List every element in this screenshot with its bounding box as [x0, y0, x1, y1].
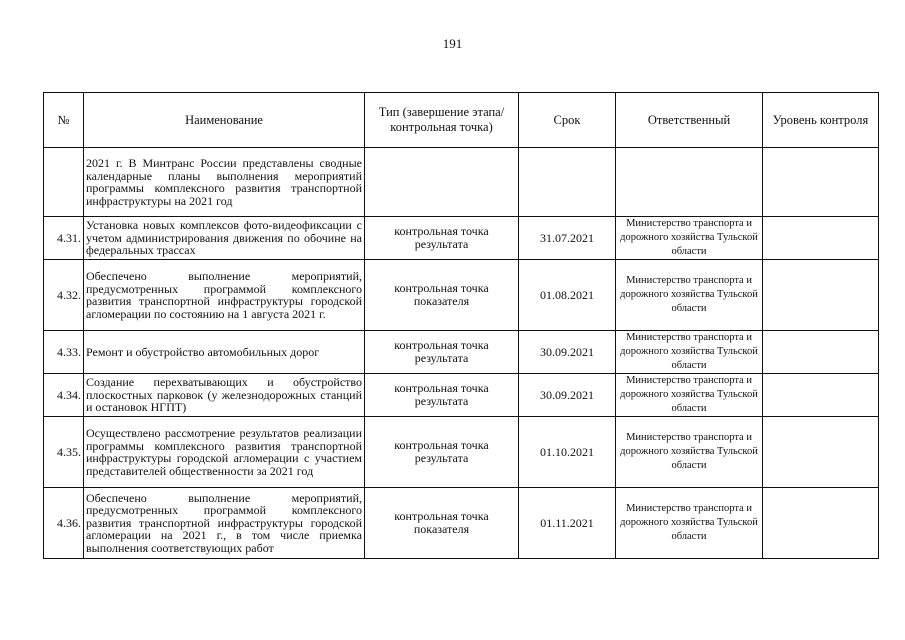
row-responsible — [616, 148, 763, 217]
row-num — [44, 148, 84, 217]
row-control — [763, 417, 879, 488]
row-name: Обеспечено выполнение мероприятий, предусмотренных программой комплексного развития транспортной инфраструктуры городской агломерации по состоянию на 1 августа 2021 г. — [84, 260, 365, 331]
row-type: контрольная точка показателя — [365, 488, 519, 559]
row-control — [763, 374, 879, 417]
row-type: контрольная точка результата — [365, 374, 519, 417]
row-control — [763, 331, 879, 374]
row-name: Создание перехватывающих и обустройство плоскостных парковок (у железнодорожных станций и остановок НГПТ) — [84, 374, 365, 417]
table-row — [44, 260, 879, 331]
row-responsible: Министерство транспорта и дорожного хозяйства Тульской области — [616, 417, 763, 488]
table-row — [44, 331, 879, 374]
row-deadline: 01.08.2021 — [519, 260, 616, 331]
row-responsible: Министерство транспорта и дорожного хозяйства Тульской области — [616, 488, 763, 559]
row-deadline: 01.10.2021 — [519, 417, 616, 488]
row-num: 4.35. — [44, 417, 84, 488]
row-responsible: Министерство транспорта и дорожного хозяйства Тульской области — [616, 217, 763, 260]
row-name: Осуществлено рассмотрение результатов реализации программы комплексного развития транспортной инфраструктуры городской агломерации с участием представителей общественности за 2021 год — [84, 417, 365, 488]
row-type: контрольная точка результата — [365, 217, 519, 260]
header-deadline: Срок — [519, 93, 616, 148]
table-row — [44, 374, 879, 417]
row-deadline: 30.09.2021 — [519, 331, 616, 374]
row-control — [763, 488, 879, 559]
header-control: Уровень контроля — [763, 93, 879, 148]
header-num: № — [44, 93, 84, 148]
table-row — [44, 417, 879, 488]
row-responsible: Министерство транспорта и дорожного хозяйства Тульской области — [616, 260, 763, 331]
header-type: Тип (завершение этапа/контрольная точка) — [365, 93, 519, 148]
row-name: Обеспечено выполнение мероприятий, предусмотренных программой комплексного развития транспортной инфраструктуры городской агломерации на 2021 г., в том числе приемка выполнения соответствующих работ — [84, 488, 365, 559]
plan-table — [43, 92, 879, 559]
row-deadline: 31.07.2021 — [519, 217, 616, 260]
header-name: Наименование — [84, 93, 365, 148]
table-row — [44, 148, 879, 217]
row-type: контрольная точка результата — [365, 331, 519, 374]
row-num: 4.36. — [44, 488, 84, 559]
row-deadline: 01.11.2021 — [519, 488, 616, 559]
row-control — [763, 260, 879, 331]
row-responsible: Министерство транспорта и дорожного хозяйства Тульской области — [616, 331, 763, 374]
row-num: 4.31. — [44, 217, 84, 260]
row-type: контрольная точка показателя — [365, 260, 519, 331]
row-num: 4.34. — [44, 374, 84, 417]
row-type: контрольная точка результата — [365, 417, 519, 488]
table-row — [44, 217, 879, 260]
header-responsible: Ответственный — [616, 93, 763, 148]
row-responsible: Министерство транспорта и дорожного хозяйства Тульской области — [616, 374, 763, 417]
row-name: 2021 г. В Минтранс России представлены сводные календарные планы выполнения мероприятий программы комплексного развития транспортной инфраструктуры на 2021 год — [84, 148, 365, 217]
row-deadline: 30.09.2021 — [519, 374, 616, 417]
row-name: Ремонт и обустройство автомобильных дорог — [84, 331, 365, 374]
row-deadline — [519, 148, 616, 217]
row-num: 4.33. — [44, 331, 84, 374]
row-control — [763, 148, 879, 217]
table-row — [44, 488, 879, 559]
row-control — [763, 217, 879, 260]
row-name: Установка новых комплексов фото-видеофиксации с учетом администрирования движения по обочине на федеральных трассах — [84, 217, 365, 260]
row-type — [365, 148, 519, 217]
row-num: 4.32. — [44, 260, 84, 331]
table-header-row — [44, 93, 879, 148]
page-number: 191 — [442, 36, 463, 51]
